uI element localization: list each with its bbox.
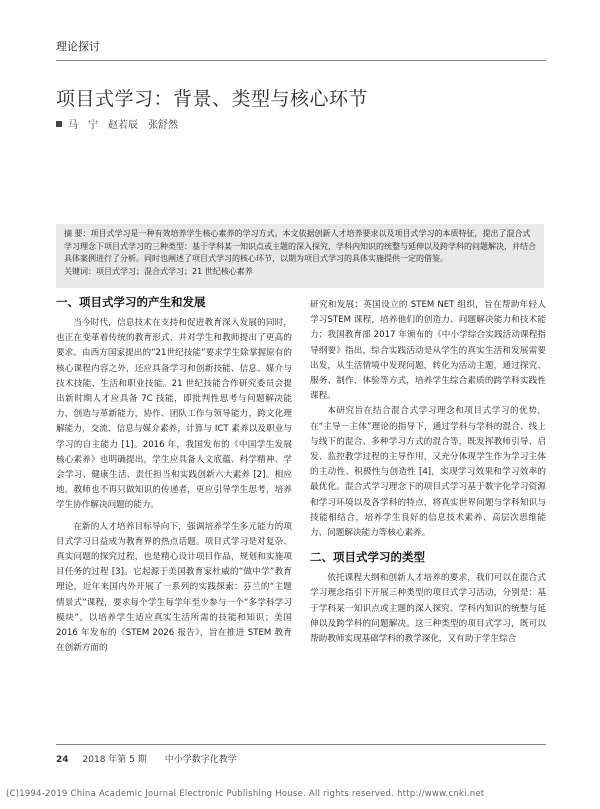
page-number: 24 <box>56 755 69 765</box>
footer-divider <box>56 744 546 745</box>
left-column <box>56 295 292 656</box>
bullet-square-icon <box>56 121 62 127</box>
section-label: 理论探讨 <box>56 40 100 53</box>
keywords: 关键词：项目式学习；混合式学习；21 世纪核心素养 <box>64 266 253 276</box>
paragraph: 当今时代，信息技术在支持和促进教育深入发展的同时，也正在变革着传统的教育形式，并对学生和教师提出了更高的要求。由西方国家提出的“21世纪技能”要求学生除掌握原有的核心课程内容之外，还应具备学习和创新技能、信息、媒介与技术技能、生活和职业技能。21 世纪技能合作研究委员会提出新时期人才应具备 7C 技能，即批判性思考与问题解决能力，创造与革新能力，协作、团队工作与领导能力，跨文化理解能力，交流、信息与媒介素养，计算与 ICT 素养以及职业与学习的自主能力 [1]。2016 年，我国发布的《中国学生发展核心素养》也明确提出，学生应具备人文底蕴、科学精神、学会学习、健康生活、责任担当和实践创新六大素养 [2]。相应地，教师也不再只做知识的传递者，更应引导学生思考，培养学生协作解决问题的能力。 <box>56 318 292 511</box>
paragraph: 依托课程大纲和创新人才培养的要求，我们可以在混合式学习理念指引下开展三种类型的项目式学习活动，分别是：基于学科某一知识点或主题的深入探究、学科内知识的统整与延伸以及跨学科的问题解决。这三种类型的项目式学习，既可以帮助教师实现基础学科的教学深化，又有助于学生综合 <box>310 573 546 645</box>
copyright-notice: (C)1994-2019 China Academic Journal Electronic Publishing House. All rights reserved. http://www.cnki.net <box>6 788 485 798</box>
header-divider <box>56 60 546 61</box>
paragraph: 研究和发展；英国设立的 STEM NET 组织，旨在帮助年轻人学习STEM 课程，培养他们的创造力、问题解决能力和技术能力；我国教育部 2017 年颁布的《中小学综合实践活动课程指导纲要》指出，综合实践活动是从学生的真实生活和发展需要出发，从生活情境中发现问题，转化为活动主题，通过探究、服务、制作、体验等方式，培养学生综合素质的跨学科实践性课程。 <box>310 300 546 402</box>
right-column <box>310 298 546 647</box>
abstract-text: 摘 要：项目式学习是一种有效培养学生核心素养的学习方式。本文依据创新人才培养要求以及项目式学习的本质特征，提出了混合式学习理念下项目式学习的三种类型：基于学科某一知识点或主题的深入探究，学科内知识的统整与延伸以及跨学科的问题解决，并结合具体案例进行了分析。同时也阐述了项目式学习的核心环节，以期为项目式学习的具体实施提供一定的借鉴。 <box>64 229 536 263</box>
page-footer <box>56 752 237 765</box>
author-names: 马 宁 赵若辰 张舒然 <box>68 120 178 131</box>
paragraph: 本研究旨在结合混合式学习理念和项目式学习的优势，在“主导－主体”理论的指导下，通过学科与学科的混合、线上与线下的混合、多种学习方式的混合等，既发挥教师引导、启发、监控教学过程的主导作用，又充分体现学生作为学习主体的主动性、积极性与创造性 [4]，实现学习效果和学习效率的最优化。混合式学习理念下的项目式学习基于数字化学习资源和学习环境以及各学科的特点，将真实世界问题与学科知识与技能相结合，培养学生良好的信息技术素养、高层次思维能力、问题解决能力等核心素养。 <box>310 406 546 539</box>
journal-issue: 2018 年第 5 期 中小学数字化教学 <box>82 755 237 765</box>
paragraph: 在新的人才培养目标导向下，强调培养学生多元能力的项目式学习日益成为教育界的热点话题。项目式学习是对复杂、真实问题的探究过程，也是精心设计项目作品，规划和实施项目任务的过程 [3]。它起源于美国教育家杜威的“做中学”教育理论，近年来国内外开展了一系列的实践探索：芬兰的“主题情景式”课程，要求每个学生每学年至少参与一个“多学科学习模块”，以培养学生适应真实生活所需的技能和知识；美国 2016 年发布的《STEM 2026 报告》，旨在推进 STEM 教育在创新方面的 <box>56 521 292 654</box>
section-heading-1: 一、项目式学习的产生和发展 <box>56 295 206 309</box>
section-heading-2: 二、项目式学习的类型 <box>310 550 425 565</box>
article-title: 项目式学习：背景、类型与核心环节 <box>56 88 369 110</box>
author-line <box>56 116 178 131</box>
abstract-box <box>56 224 544 288</box>
